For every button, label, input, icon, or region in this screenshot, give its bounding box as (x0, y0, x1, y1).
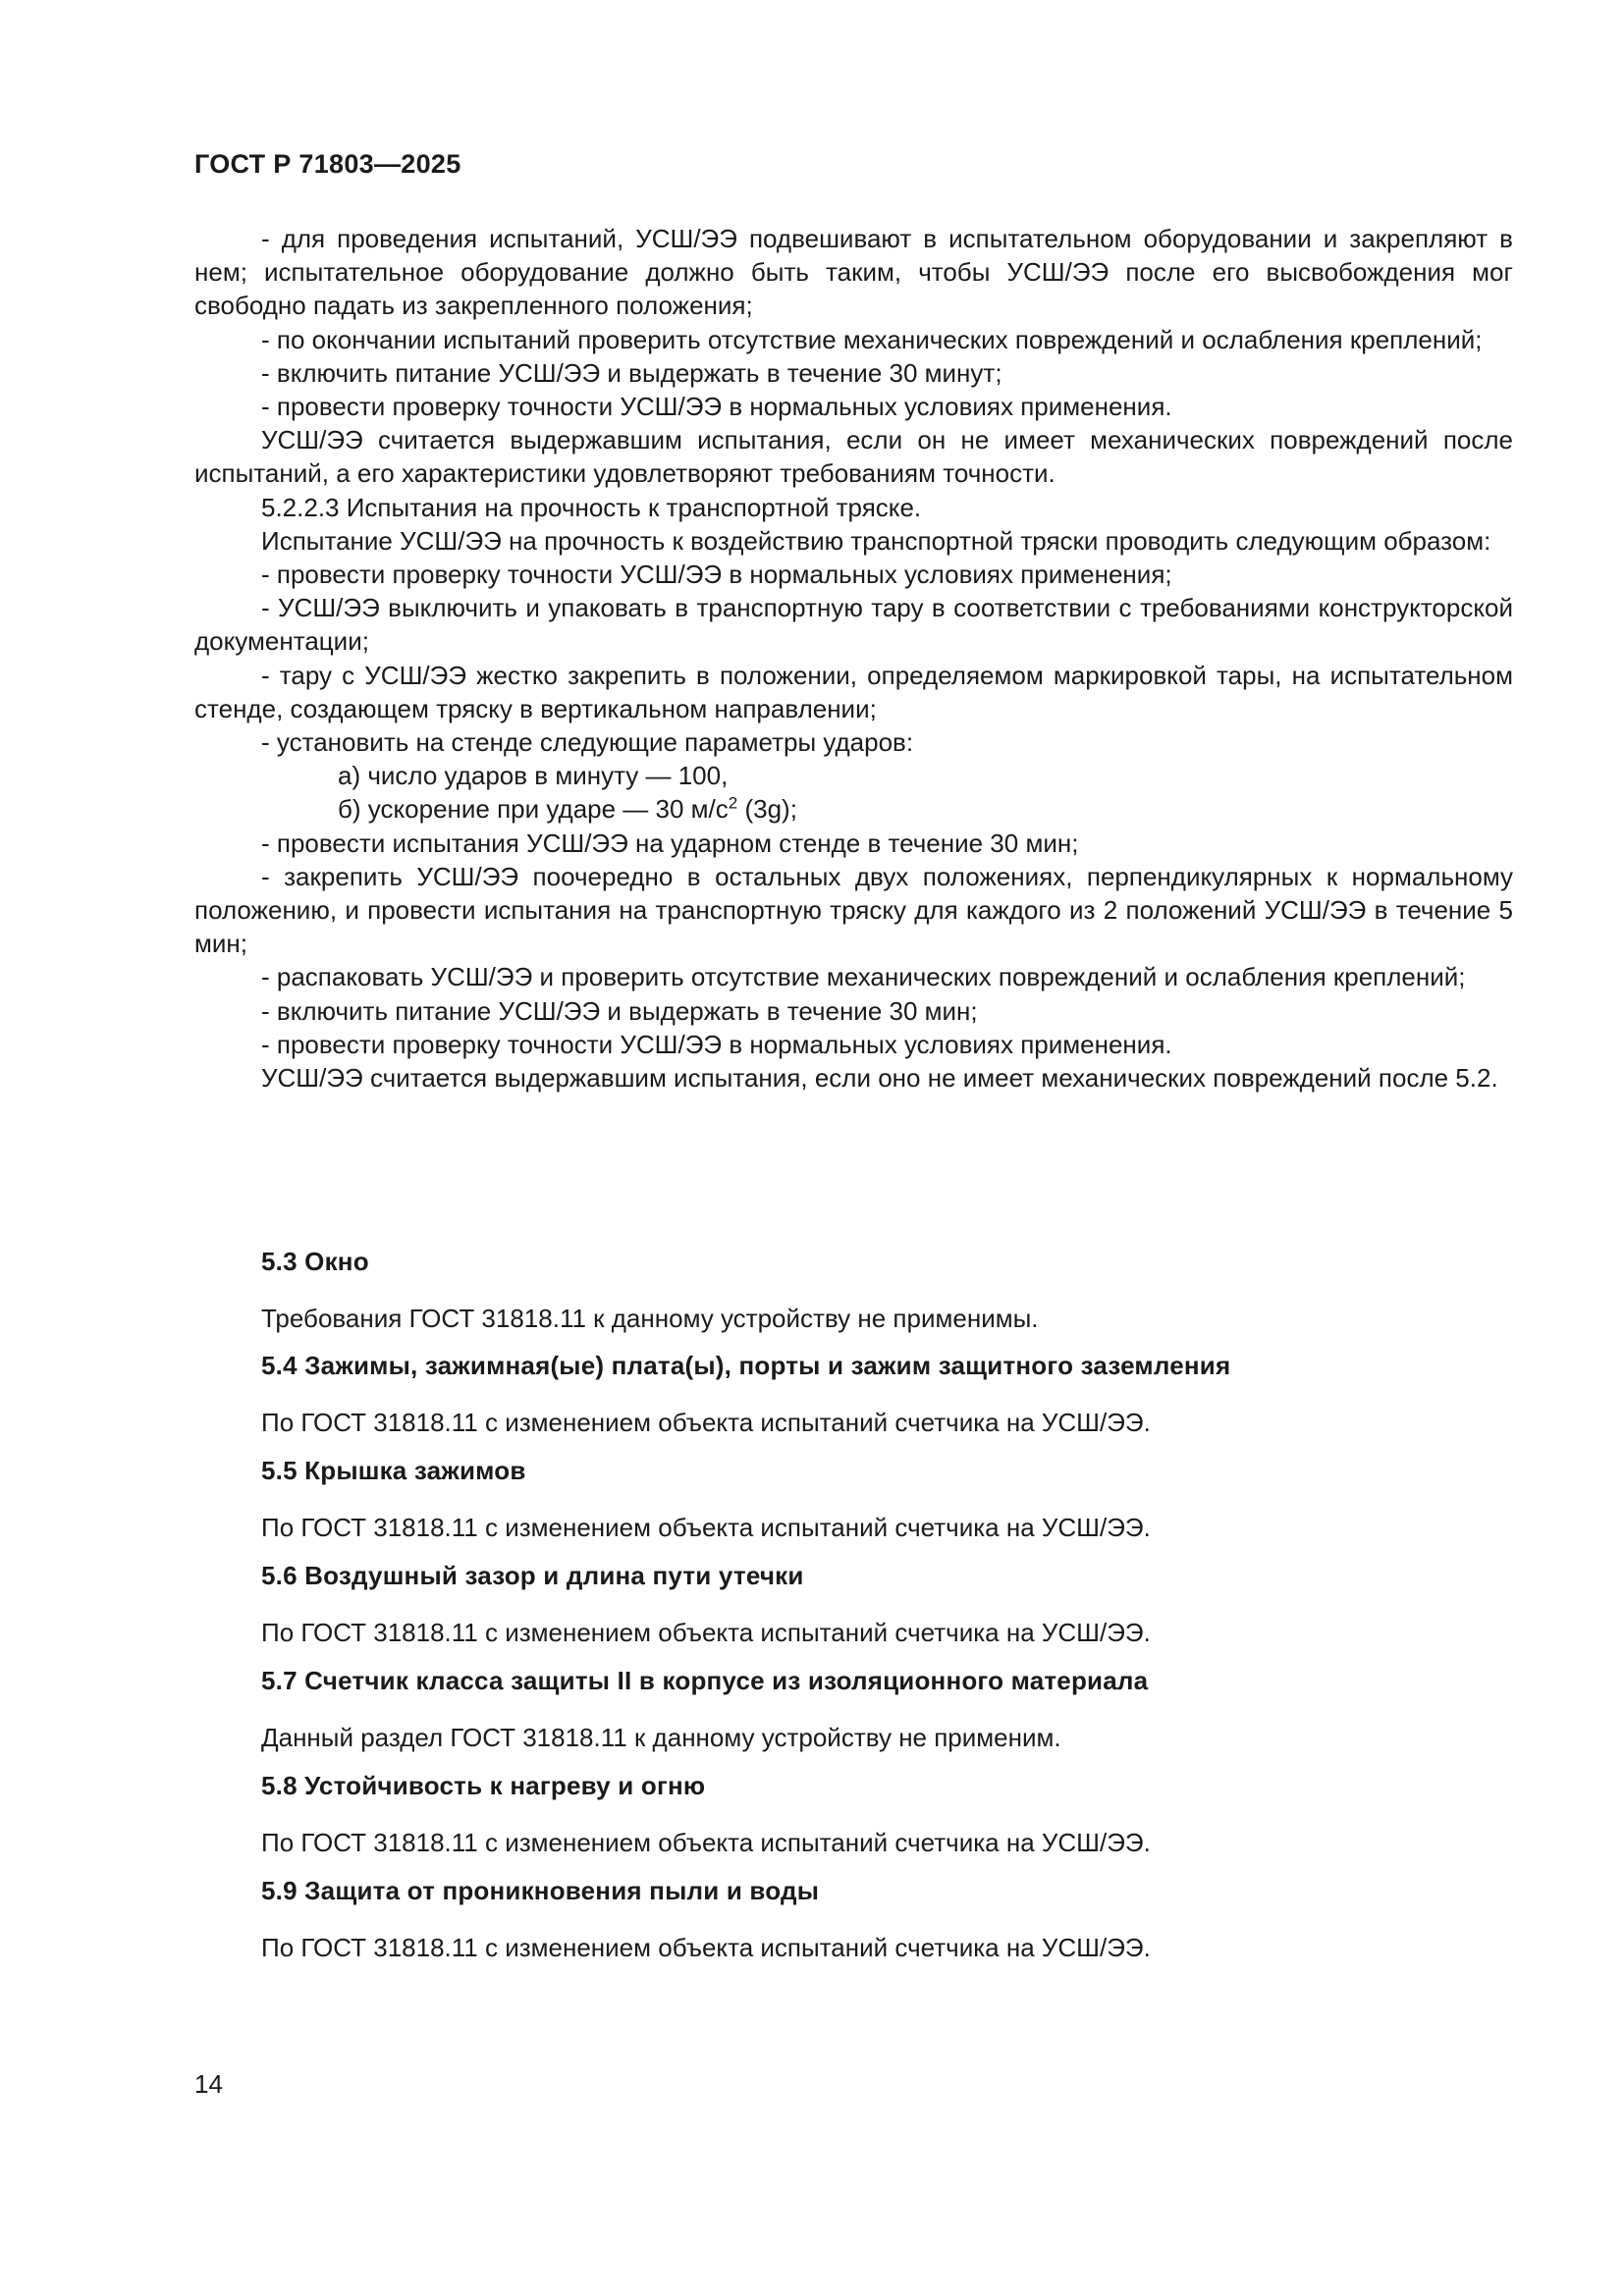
section-5-8 (194, 1769, 1513, 1859)
paragraph: 5.2.2.3 Испытания на прочность к транспортной тряске. (261, 492, 922, 522)
paragraph: УСШ/ЭЭ считается выдержавшим испытания, если он не имеет механических повреждений после испытаний, а его характеристики удовлетворяют требованиям точности. (194, 425, 1513, 489)
paragraph: - провести проверку точности УСШ/ЭЭ в нормальных условиях применения. (261, 1029, 1172, 1059)
paragraph: - УСШ/ЭЭ выключить и упаковать в транспортную тару в соответствии с требованиями конструкторской документации; (194, 593, 1513, 657)
section-title: 5.6 Воздушный зазор и длина пути утечки (261, 1561, 804, 1590)
section-5-4 (194, 1349, 1513, 1439)
paragraph: - закрепить УСШ/ЭЭ поочередно в остальных двух положениях, перпендикулярных к нормальному положению, и провести испытания на транспортную тряску для каждого из 2 положений УСШ/ЭЭ в течение 5 мин; (194, 861, 1513, 959)
section-text: По ГОСТ 31818.11 с изменением объекта испытаний счетчика на УСШ/ЭЭ. (261, 1933, 1151, 1962)
section-5-3 (194, 1245, 1513, 1335)
section-text: По ГОСТ 31818.11 с изменением объекта испытаний счетчика на УСШ/ЭЭ. (261, 1618, 1151, 1647)
section-title: 5.5 Крышка зажимов (261, 1456, 526, 1485)
section-title: 5.9 Защита от проникновения пыли и воды (261, 1876, 820, 1905)
paragraph: - провести испытания УСШ/ЭЭ на ударном стенде в течение 30 мин; (261, 828, 1079, 858)
section-title: 5.8 Устойчивость к нагреву и огню (261, 1771, 706, 1800)
paragraph: - провести проверку точности УСШ/ЭЭ в нормальных условиях применения. (261, 392, 1172, 422)
section-5-6 (194, 1559, 1513, 1649)
section-5-5 (194, 1454, 1513, 1544)
section-title: 5.4 Зажимы, зажимная(ые) плата(ы), порты и зажим защитного заземления (261, 1351, 1231, 1380)
section-title: 5.7 Счетчик класса защиты II в корпусе из изоляционного материала (261, 1666, 1149, 1695)
section-text: По ГОСТ 31818.11 с изменением объекта испытаний счетчика на УСШ/ЭЭ. (261, 1513, 1151, 1542)
section-text: Данный раздел ГОСТ 31818.11 к данному устройству не применим. (261, 1723, 1061, 1752)
section-5-9 (194, 1874, 1513, 1964)
paragraph: - распаковать УСШ/ЭЭ и проверить отсутствие механических повреждений и ослабления креплений; (261, 962, 1466, 992)
list-item-text: б) ускорение при ударе — 30 м/с (338, 794, 729, 825)
paragraph: - по окончании испытаний проверить отсутствие механических повреждений и ослабления креплений; (261, 324, 1483, 354)
paragraph: - включить питание УСШ/ЭЭ и выдержать в течение 30 мин; (261, 995, 978, 1026)
page-number: 14 (194, 2069, 223, 2099)
body-text (194, 222, 1513, 1095)
paragraph: - включить питание УСШ/ЭЭ и выдержать в течение 30 минут; (261, 357, 1002, 388)
paragraph: Испытание УСШ/ЭЭ на прочность к воздействию транспортной тряски проводить следующим образом: (261, 525, 1491, 556)
section-title: 5.3 Окно (261, 1247, 369, 1276)
section-5-7 (194, 1664, 1513, 1754)
document-header: ГОСТ Р 71803—2025 (194, 149, 461, 179)
paragraph: - установить на стенде следующие параметры ударов: (261, 727, 914, 758)
paragraph: УСШ/ЭЭ считается выдержавшим испытания, если оно не имеет механических повреждений после 5.2. (261, 1063, 1498, 1094)
section-text: По ГОСТ 31818.11 с изменением объекта испытаний счетчика на УСШ/ЭЭ. (261, 1408, 1151, 1437)
section-text: Требования ГОСТ 31818.11 к данному устройству не применимы. (261, 1304, 1039, 1333)
list-item-text-end: (3g); (737, 794, 797, 825)
list-item (194, 792, 1513, 826)
superscript: 2 (728, 793, 738, 813)
paragraph: - провести проверку точности УСШ/ЭЭ в нормальных условиях применения; (261, 560, 1172, 590)
paragraph: - тару с УСШ/ЭЭ жестко закрепить в положении, определяемом маркировкой тары, на испытательном стенде, создающем тряску в вертикальном направлении; (194, 660, 1513, 723)
list-item: а) число ударов в минуту — 100, (338, 761, 729, 791)
paragraph: - для проведения испытаний, УСШ/ЭЭ подвешивают в испытательном оборудовании и закрепляют в нем; испытательное оборудование должно быть таким, чтобы УСШ/ЭЭ после его высвобождения мог свободно падать из закрепленного положения; (194, 224, 1513, 321)
section-text: По ГОСТ 31818.11 с изменением объекта испытаний счетчика на УСШ/ЭЭ. (261, 1828, 1151, 1857)
